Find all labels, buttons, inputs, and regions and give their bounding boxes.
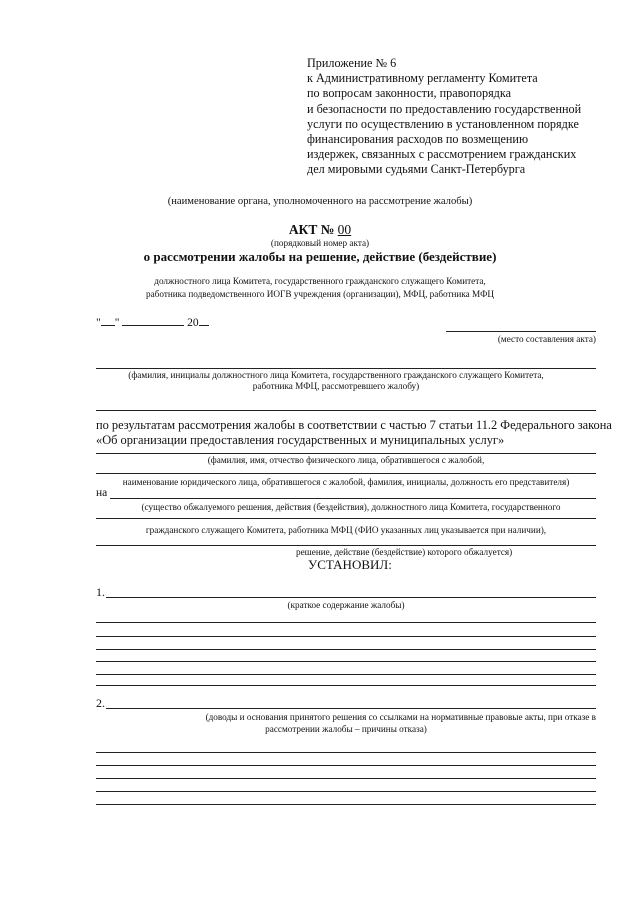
basis-line: «Об организации предоставления государственных и муниципальных услуг»: [96, 433, 505, 447]
date-line: [96, 317, 209, 329]
section2-line[interactable]: [96, 804, 596, 805]
section2-number: 2.: [96, 696, 105, 710]
appealed-line[interactable]: [110, 498, 596, 499]
basis-line: по результатам рассмотрения жалобы в соответствии с частью 7 статьи 11.2 Федерального закона: [96, 418, 612, 432]
appealed-caption: (существо обжалуемого решения, действия (бездействия), должностного лица Комитета, государственного: [141, 502, 561, 512]
section1-caption: (краткое содержание жалобы): [287, 600, 405, 610]
month-blank[interactable]: [122, 325, 184, 326]
section1-line[interactable]: [96, 649, 596, 650]
section1-line[interactable]: [96, 661, 596, 662]
year-prefix: 20: [187, 317, 199, 329]
year-blank[interactable]: [199, 325, 209, 326]
act-number-caption: (порядковый номер акта): [270, 238, 370, 248]
organ-caption: (наименование органа, уполномоченного на рассмотрение жалобы): [167, 196, 473, 207]
official-caption: (фамилия, инициалы должностного лица Комитета, государственного гражданского служащего Комитета,: [128, 370, 544, 380]
section2-line[interactable]: [96, 752, 596, 753]
appealed-caption: гражданского служащего Комитета, работника МФЦ (ФИО указанных лиц указывается при наличии),: [145, 525, 547, 535]
appendix-line: Приложение № 6: [307, 56, 397, 70]
act-title-prefix: АКТ №: [288, 222, 338, 237]
act-subject-caption: должностного лица Комитета, государственного гражданского служащего Комитета,: [154, 276, 486, 286]
complainant-caption: (фамилия, имя, отчество физического лица, обратившегося с жалобой,: [207, 455, 485, 465]
section1-line[interactable]: [96, 685, 596, 686]
appendix-line: услуги по осуществлению в установленном порядке: [307, 116, 579, 131]
act-subject: о рассмотрении жалобы на решение, действие (бездействие): [143, 249, 497, 264]
appendix-line: дел мировыми судьями Санкт-Петербурга: [307, 162, 526, 177]
complainant-line-2[interactable]: [96, 473, 596, 474]
date-quote-open: ": [96, 317, 101, 329]
official-caption: работника МФЦ, рассмотревшего жалобу): [252, 381, 420, 391]
section2-line[interactable]: [96, 778, 596, 779]
established-heading: УСТАНОВИЛ:: [308, 557, 392, 572]
section1-line[interactable]: [96, 622, 596, 623]
act-title: [0, 222, 640, 238]
appendix-block: [307, 56, 581, 178]
section1-line[interactable]: [96, 636, 596, 637]
act-number: 00: [337, 222, 352, 237]
appealed-line-2[interactable]: [96, 518, 596, 519]
day-blank[interactable]: [101, 325, 115, 326]
appendix-line: финансирования расходов по возмещению: [307, 132, 529, 147]
section2-line[interactable]: [96, 791, 596, 792]
section2-caption: (доводы и основания принятого решения со ссылками на нормативные правовые акты, при отказе в: [205, 712, 596, 722]
appendix-line: по вопросам законности, правопорядка: [307, 86, 512, 101]
section2-line[interactable]: [106, 708, 596, 709]
appendix-line: к Административному регламенту Комитета: [307, 71, 538, 86]
section1-line[interactable]: [96, 674, 596, 675]
on-label: на: [96, 487, 108, 499]
section2-line[interactable]: [96, 765, 596, 766]
appendix-line: и безопасности по предоставлению государственной: [307, 101, 582, 116]
complainant-line[interactable]: [96, 453, 596, 454]
place-line[interactable]: [446, 331, 596, 332]
appealed-line-3[interactable]: [96, 545, 596, 546]
act-subject-caption: работника подведомственного ИОГВ учреждения (организации), МФЦ, работника МФЦ: [146, 289, 494, 299]
official-line[interactable]: [96, 368, 596, 369]
appealed-caption: решение, действие (бездействие) которого обжалуется): [296, 547, 513, 557]
complainant-caption: наименование юридического лица, обратившегося с жалобой, фамилия, инициалы, должность его представителя): [122, 477, 570, 487]
date-quote-close: ": [114, 317, 120, 329]
section1-line[interactable]: [106, 597, 596, 598]
blank-line[interactable]: [96, 410, 596, 411]
section2-caption: рассмотрении жалобы – причины отказа): [265, 724, 427, 734]
section1-number: 1.: [96, 585, 105, 599]
place-caption: (место составления акта): [497, 334, 596, 344]
appendix-line: издержек, связанных с рассмотрением гражданских: [307, 147, 577, 162]
